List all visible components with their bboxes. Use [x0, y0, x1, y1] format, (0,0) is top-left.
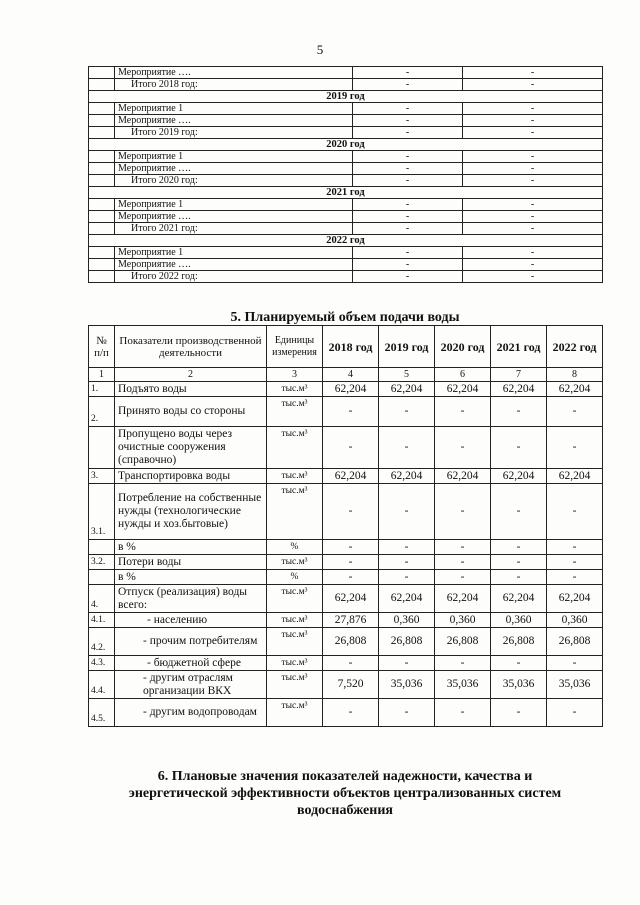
total-label: Итого 2021 год:: [115, 223, 353, 235]
unit-cell: тыс.м³: [267, 628, 323, 656]
year-value-cell: -: [491, 427, 547, 469]
year-value-cell: -: [547, 540, 603, 555]
activity-label: Мероприятие 1: [115, 247, 353, 259]
indicator-label: Пропущено воды через очистные сооружения (справочно): [115, 427, 267, 469]
year-value-cell: -: [547, 699, 603, 727]
value-cell: -: [463, 211, 603, 223]
activity-row: [89, 151, 603, 163]
unit-cell: тыс.м³: [267, 671, 323, 699]
activity-label: Мероприятие ….: [115, 67, 353, 79]
table-row: [89, 469, 603, 484]
unit-cell: %: [267, 570, 323, 585]
row-index-cell: [89, 103, 115, 115]
year-value-cell: 62,204: [435, 585, 491, 613]
unit-cell: тыс.м³: [267, 397, 323, 427]
indicator-label: - другим водопроводам: [115, 699, 267, 727]
year-value-cell: -: [379, 699, 435, 727]
value-cell: -: [353, 151, 463, 163]
water-supply-table: [88, 325, 603, 727]
column-number: 7: [491, 368, 547, 382]
page-number: 5: [316, 42, 324, 57]
row-index-cell: [89, 79, 115, 91]
year-value-cell: -: [491, 570, 547, 585]
column-number: 5: [379, 368, 435, 382]
column-number-row: [89, 368, 603, 382]
value-cell: -: [353, 127, 463, 139]
activity-row: [89, 79, 603, 91]
header-year: 2019 год: [379, 326, 435, 368]
table-row: [89, 613, 603, 628]
activity-row: [89, 115, 603, 127]
year-value-cell: -: [435, 397, 491, 427]
unit-cell: тыс.м³: [267, 382, 323, 397]
column-number: 4: [323, 368, 379, 382]
column-number: 8: [547, 368, 603, 382]
year-value-cell: 62,204: [547, 469, 603, 484]
activity-label: Мероприятие 1: [115, 199, 353, 211]
row-index: 4.3.: [89, 656, 115, 671]
year-value-cell: -: [547, 555, 603, 570]
row-index: [89, 427, 115, 469]
year-header-row: [89, 235, 603, 247]
value-cell: -: [463, 79, 603, 91]
year-value-cell: -: [491, 397, 547, 427]
unit-cell: тыс.м³: [267, 427, 323, 469]
year-value-cell: 35,036: [491, 671, 547, 699]
year-value-cell: 0,360: [435, 613, 491, 628]
table-row: [89, 540, 603, 555]
activity-row: [89, 223, 603, 235]
value-cell: -: [463, 271, 603, 283]
year-value-cell: -: [323, 656, 379, 671]
indicator-label: Принято воды со стороны: [115, 397, 267, 427]
table-row: [89, 382, 603, 397]
year-header-row: [89, 139, 603, 151]
year-value-cell: -: [491, 484, 547, 540]
indicator-label: Потери воды: [115, 555, 267, 570]
year-value-cell: -: [435, 540, 491, 555]
row-index: 2.: [89, 397, 115, 427]
year-value-cell: 0,360: [379, 613, 435, 628]
indicator-label: Подъято воды: [115, 382, 267, 397]
activity-label: Мероприятие 1: [115, 103, 353, 115]
value-cell: -: [353, 199, 463, 211]
unit-cell: тыс.м³: [267, 656, 323, 671]
value-cell: -: [463, 199, 603, 211]
indicator-label: - населению: [115, 613, 267, 628]
activity-row: [89, 271, 603, 283]
table-row: [89, 585, 603, 613]
value-cell: -: [353, 103, 463, 115]
value-cell: -: [463, 259, 603, 271]
year-value-cell: 62,204: [435, 469, 491, 484]
year-value-cell: -: [379, 540, 435, 555]
year-value-cell: -: [547, 656, 603, 671]
row-index: [89, 540, 115, 555]
value-cell: -: [463, 115, 603, 127]
year-value-cell: 0,360: [491, 613, 547, 628]
header-year: 2018 год: [323, 326, 379, 368]
activity-label: Мероприятие ….: [115, 163, 353, 175]
year-header-row: [89, 187, 603, 199]
activity-row: [89, 247, 603, 259]
header-year: 2021 год: [491, 326, 547, 368]
header-indicator: Показатели производственной деятельности: [115, 326, 267, 368]
table-row: [89, 628, 603, 656]
indicator-label: в %: [115, 570, 267, 585]
year-value-cell: -: [379, 397, 435, 427]
table-row: [89, 570, 603, 585]
year-value-cell: 0,360: [547, 613, 603, 628]
activity-row: [89, 175, 603, 187]
year-value-cell: 26,808: [547, 628, 603, 656]
value-cell: -: [463, 103, 603, 115]
table-header-row: [89, 326, 603, 368]
value-cell: -: [353, 211, 463, 223]
unit-cell: тыс.м³: [267, 469, 323, 484]
value-cell: -: [353, 163, 463, 175]
year-value-cell: -: [435, 656, 491, 671]
value-cell: -: [463, 247, 603, 259]
row-index: 3.: [89, 469, 115, 484]
header-year: 2022 год: [547, 326, 603, 368]
header-unit: Единицы измерения: [267, 326, 323, 368]
row-index: 4.: [89, 585, 115, 613]
value-cell: -: [463, 175, 603, 187]
year-value-cell: 62,204: [323, 382, 379, 397]
indicator-label: - бюджетной сфере: [115, 656, 267, 671]
year-value-cell: -: [435, 699, 491, 727]
row-index: 3.1.: [89, 484, 115, 540]
row-index-cell: [89, 247, 115, 259]
row-index-cell: [89, 151, 115, 163]
year-label: 2020 год: [89, 139, 603, 151]
total-label: Итого 2020 год:: [115, 175, 353, 187]
row-index-cell: [89, 163, 115, 175]
year-value-cell: 62,204: [323, 469, 379, 484]
column-number: 2: [115, 368, 267, 382]
activity-row: [89, 103, 603, 115]
activity-row: [89, 163, 603, 175]
value-cell: -: [353, 115, 463, 127]
unit-cell: тыс.м³: [267, 555, 323, 570]
year-value-cell: -: [323, 699, 379, 727]
section6-title: 6. Плановые значения показателей надежности, качества и энергетической эффективности объектов централизованных систем водоснабжения: [128, 769, 562, 818]
indicator-label: Транспортировка воды: [115, 469, 267, 484]
year-value-cell: -: [379, 555, 435, 570]
row-index-cell: [89, 199, 115, 211]
year-value-cell: 62,204: [379, 585, 435, 613]
row-index: 4.2.: [89, 628, 115, 656]
year-value-cell: 27,876: [323, 613, 379, 628]
unit-cell: тыс.м³: [267, 699, 323, 727]
header-num: № п/п: [89, 326, 115, 368]
year-value-cell: -: [323, 555, 379, 570]
total-label: Итого 2022 год:: [115, 271, 353, 283]
value-cell: -: [353, 175, 463, 187]
year-value-cell: -: [323, 484, 379, 540]
table-row: [89, 555, 603, 570]
activity-label: Мероприятие ….: [115, 259, 353, 271]
row-index-cell: [89, 271, 115, 283]
year-value-cell: -: [379, 656, 435, 671]
year-label: 2021 год: [89, 187, 603, 199]
year-label: 2022 год: [89, 235, 603, 247]
year-value-cell: 26,808: [379, 628, 435, 656]
year-value-cell: -: [547, 484, 603, 540]
row-index-cell: [89, 67, 115, 79]
row-index: 1.: [89, 382, 115, 397]
year-value-cell: 35,036: [379, 671, 435, 699]
value-cell: -: [353, 259, 463, 271]
year-value-cell: 7,520: [323, 671, 379, 699]
activity-row: [89, 67, 603, 79]
year-value-cell: -: [323, 397, 379, 427]
unit-cell: тыс.м³: [267, 585, 323, 613]
year-value-cell: -: [379, 427, 435, 469]
unit-cell: тыс.м³: [267, 613, 323, 628]
year-value-cell: -: [491, 656, 547, 671]
activity-row: [89, 199, 603, 211]
year-value-cell: 26,808: [435, 628, 491, 656]
indicator-label: в %: [115, 540, 267, 555]
year-value-cell: -: [435, 484, 491, 540]
year-value-cell: -: [379, 484, 435, 540]
table-row: [89, 427, 603, 469]
indicator-label: Потребление на собственные нужды (технологические нужды и хоз.бытовые): [115, 484, 267, 540]
row-index-cell: [89, 115, 115, 127]
total-label: Итого 2019 год:: [115, 127, 353, 139]
activity-label: Мероприятие 1: [115, 151, 353, 163]
unit-cell: тыс.м³: [267, 484, 323, 540]
year-value-cell: -: [491, 540, 547, 555]
row-index: [89, 570, 115, 585]
row-index-cell: [89, 211, 115, 223]
header-year: 2020 год: [435, 326, 491, 368]
year-value-cell: 62,204: [547, 382, 603, 397]
indicator-label: Отпуск (реализация) воды всего:: [115, 585, 267, 613]
unit-cell: %: [267, 540, 323, 555]
value-cell: -: [463, 223, 603, 235]
value-cell: -: [353, 271, 463, 283]
row-index-cell: [89, 223, 115, 235]
value-cell: -: [463, 151, 603, 163]
year-value-cell: 62,204: [379, 469, 435, 484]
row-index-cell: [89, 259, 115, 271]
column-number: 6: [435, 368, 491, 382]
activity-label: Мероприятие ….: [115, 211, 353, 223]
year-value-cell: -: [435, 570, 491, 585]
section5-title: 5. Планируемый объем подачи воды: [230, 310, 460, 325]
row-index: 4.4.: [89, 671, 115, 699]
year-value-cell: -: [547, 427, 603, 469]
year-value-cell: 35,036: [435, 671, 491, 699]
column-number: 1: [89, 368, 115, 382]
year-value-cell: 62,204: [379, 382, 435, 397]
year-value-cell: -: [547, 570, 603, 585]
year-value-cell: -: [323, 540, 379, 555]
activities-table: [88, 66, 603, 283]
year-value-cell: -: [379, 570, 435, 585]
value-cell: -: [463, 127, 603, 139]
activity-label: Мероприятие ….: [115, 115, 353, 127]
year-value-cell: -: [491, 555, 547, 570]
year-value-cell: -: [491, 699, 547, 727]
year-header-row: [89, 91, 603, 103]
indicator-label: - другим отраслям организации ВКХ: [115, 671, 267, 699]
year-value-cell: -: [323, 570, 379, 585]
value-cell: -: [353, 247, 463, 259]
activity-row: [89, 127, 603, 139]
column-number: 3: [267, 368, 323, 382]
activity-row: [89, 259, 603, 271]
row-index: 3.2.: [89, 555, 115, 570]
value-cell: -: [463, 163, 603, 175]
row-index-cell: [89, 175, 115, 187]
year-value-cell: -: [435, 555, 491, 570]
table-row: [89, 656, 603, 671]
row-index: 4.1.: [89, 613, 115, 628]
indicator-label: - прочим потребителям: [115, 628, 267, 656]
activity-row: [89, 211, 603, 223]
year-value-cell: -: [435, 427, 491, 469]
year-value-cell: 26,808: [491, 628, 547, 656]
year-value-cell: 62,204: [435, 382, 491, 397]
table-row: [89, 484, 603, 540]
value-cell: -: [463, 67, 603, 79]
year-value-cell: 62,204: [491, 382, 547, 397]
year-label: 2019 год: [89, 91, 603, 103]
year-value-cell: 35,036: [547, 671, 603, 699]
year-value-cell: 62,204: [547, 585, 603, 613]
year-value-cell: 62,204: [491, 585, 547, 613]
year-value-cell: 62,204: [491, 469, 547, 484]
year-value-cell: -: [323, 427, 379, 469]
row-index-cell: [89, 127, 115, 139]
row-index: 4.5.: [89, 699, 115, 727]
value-cell: -: [353, 79, 463, 91]
table-row: [89, 699, 603, 727]
year-value-cell: 26,808: [323, 628, 379, 656]
table-row: [89, 397, 603, 427]
total-label: Итого 2018 год:: [115, 79, 353, 91]
year-value-cell: 62,204: [323, 585, 379, 613]
table-row: [89, 671, 603, 699]
value-cell: -: [353, 223, 463, 235]
value-cell: -: [353, 67, 463, 79]
year-value-cell: -: [547, 397, 603, 427]
